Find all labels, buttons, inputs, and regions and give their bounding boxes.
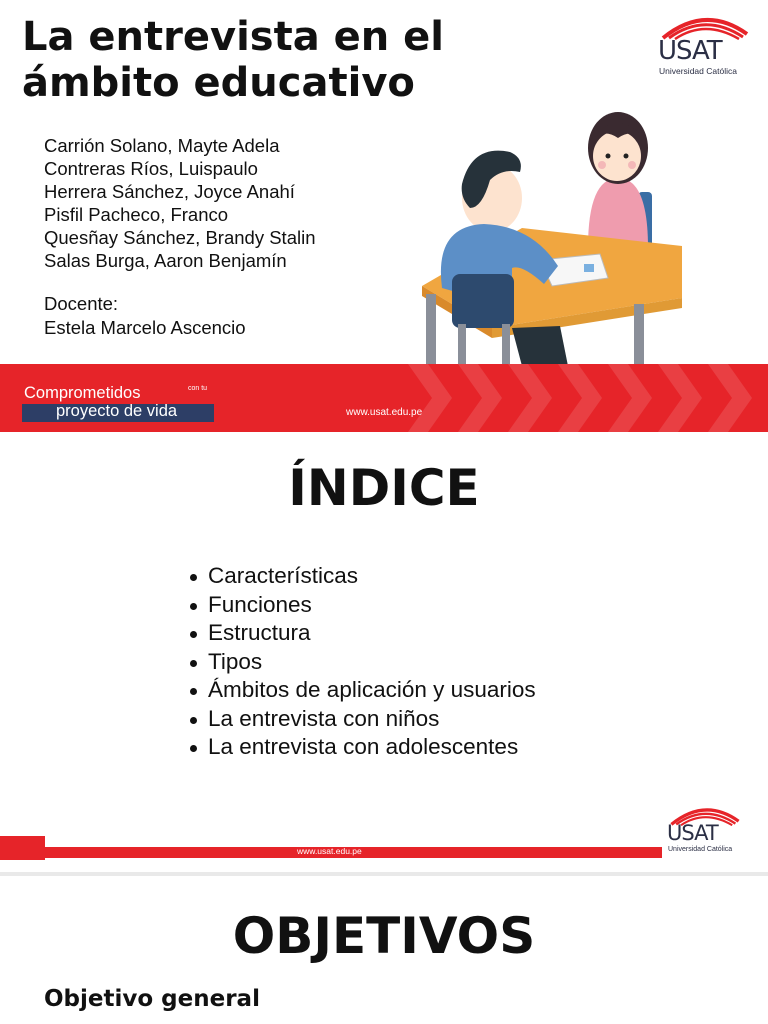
objective-general-heading: Objetivo general <box>44 986 260 1012</box>
logo-subtitle: Universidad Católica <box>659 66 737 76</box>
author-name: Carrión Solano, Mayte Adela <box>44 135 280 156</box>
toc-item: Funciones <box>208 591 628 620</box>
slogan-line-1: Comprometidos <box>24 384 141 402</box>
index-slide <box>0 432 768 872</box>
logo-wordmark: USAT <box>667 821 718 845</box>
toc-item: Tipos <box>208 648 628 677</box>
index-title: ÍNDICE <box>288 459 480 517</box>
logo-wordmark: USAT <box>658 36 722 66</box>
toc-item: Estructura <box>208 619 628 648</box>
toc-item: Ámbitos de aplicación y usuarios <box>208 676 628 705</box>
author-list <box>44 134 316 272</box>
title-slide <box>0 0 768 432</box>
table-of-contents <box>208 562 628 762</box>
author-name: Salas Burga, Aaron Benjamín <box>44 250 287 271</box>
author-name: Pisfil Pacheco, Franco <box>44 204 229 225</box>
docente-name: Estela Marcelo Ascencio <box>44 317 246 338</box>
slogan-small: con tu <box>188 385 208 392</box>
logo-subtitle: Universidad Católica <box>668 846 733 853</box>
website-url: www.usat.edu.pe <box>346 407 423 418</box>
toc-item: La entrevista con adolescentes <box>208 733 628 762</box>
toc-item: La entrevista con niños <box>208 705 628 734</box>
objectives-slide <box>0 876 768 1024</box>
slogan-line-2: proyecto de vida <box>56 402 178 420</box>
toc-item: Características <box>208 562 628 591</box>
interview-illustration <box>412 98 692 366</box>
slide-footer <box>0 364 768 432</box>
objectives-title: OBJETIVOS <box>232 907 536 965</box>
usat-logo <box>665 802 745 858</box>
usat-logo <box>655 10 755 80</box>
slogan-badge <box>22 386 214 422</box>
footer-red-block <box>0 836 45 860</box>
chevron-pattern-icon <box>408 364 768 432</box>
author-name: Contreras Ríos, Luispaulo <box>44 158 258 179</box>
presentation-title: La entrevista en el ámbito educativo <box>22 14 444 106</box>
website-url: www.usat.edu.pe <box>297 846 362 856</box>
author-name: Quesñay Sánchez, Brandy Stalin <box>44 227 316 248</box>
docente-label: Docente: <box>44 293 119 314</box>
author-name: Herrera Sánchez, Joyce Anahí <box>44 181 295 202</box>
